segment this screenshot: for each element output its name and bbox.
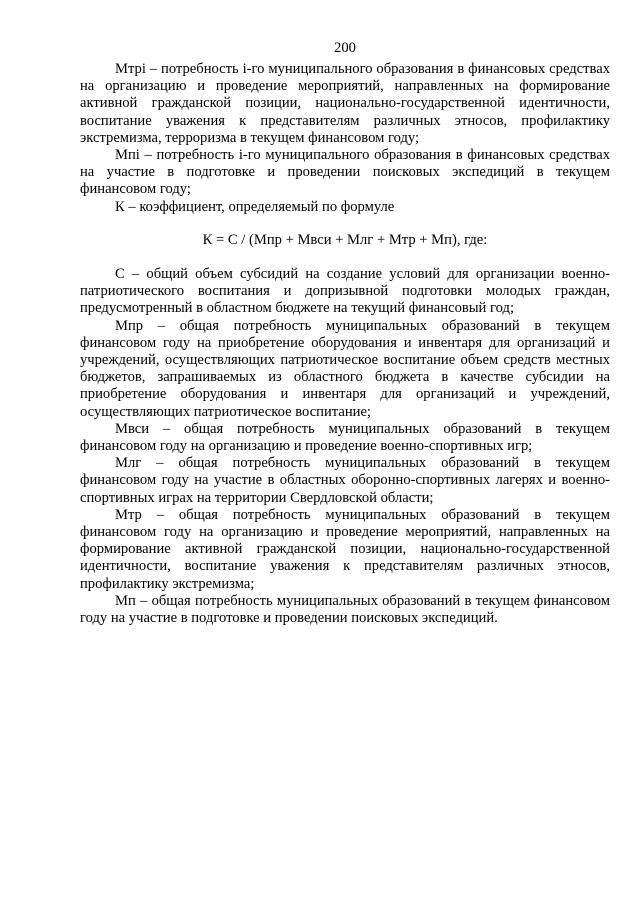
paragraph-mpi: Мпi – потребность i-го муниципального образования в финансовых средствах на участие в подготовке и проведении поисковых экспедиций в текущем финансовом году; (80, 147, 610, 198)
definition-mtr: Мтр – общая потребность муниципальных образований в текущем финансовом году на организацию и проведение мероприятий, направленных на формирование активной гражданской позиции, национально-государственной идентичности, воспитание уважения к представителям различных этносов, профилактику экстремизма; (80, 506, 610, 592)
definition-mvsi: Мвси – общая потребность муниципальных образований в текущем финансовом году на организацию и проведение военно-спортивных игр; (80, 420, 610, 455)
paragraph-mtri: Мтрi – потребность i-го муниципального образования в финансовых средствах на организацию и проведение мероприятий, направленных на формирование активной гражданской позиции, национально-государственной идентичности, воспитание уважения к представителям различных этносов, профилактику экстремизма, терроризма в текущем финансовом году; (80, 61, 610, 146)
definition-c: С – общий объем субсидий на создание условий для организации военно-патриотического воспитания и допризывной подготовки молодых граждан, предусмотренный в областном бюджете на текущий финансовый год; (80, 266, 610, 317)
page-number: 200 (334, 40, 356, 56)
definition-mlg: Млг – общая потребность муниципальных образований в текущем финансовом году на участие в областных оборонно-спортивных лагерях и военно-спортивных играх на территории Свердловской области; (80, 455, 610, 506)
formula: К = С / (Мпр + Мвси + Млг + Мтр + Мп), где: (202, 231, 488, 248)
definition-mpr: Мпр – общая потребность муниципальных образований в текущем финансовом году на приобретение оборудования и инвентаря для организаций и учреждений, осуществляющих патриотическое воспитание объем средств местных бюджетов, запрашиваемых из областного бюджета в качестве субсидии на приобретение оборудования и инвентаря для организаций и учреждений, осуществляющих патриотическое воспитание; (80, 317, 610, 420)
definition-mp: Мп – общая потребность муниципальных образований в текущем финансовом году на участие в подготовке и проведении поисковых экспедиций. (80, 592, 610, 627)
paragraph-k-coefficient: К – коэффициент, определяемый по формуле (115, 198, 395, 215)
document-body (80, 61, 610, 627)
